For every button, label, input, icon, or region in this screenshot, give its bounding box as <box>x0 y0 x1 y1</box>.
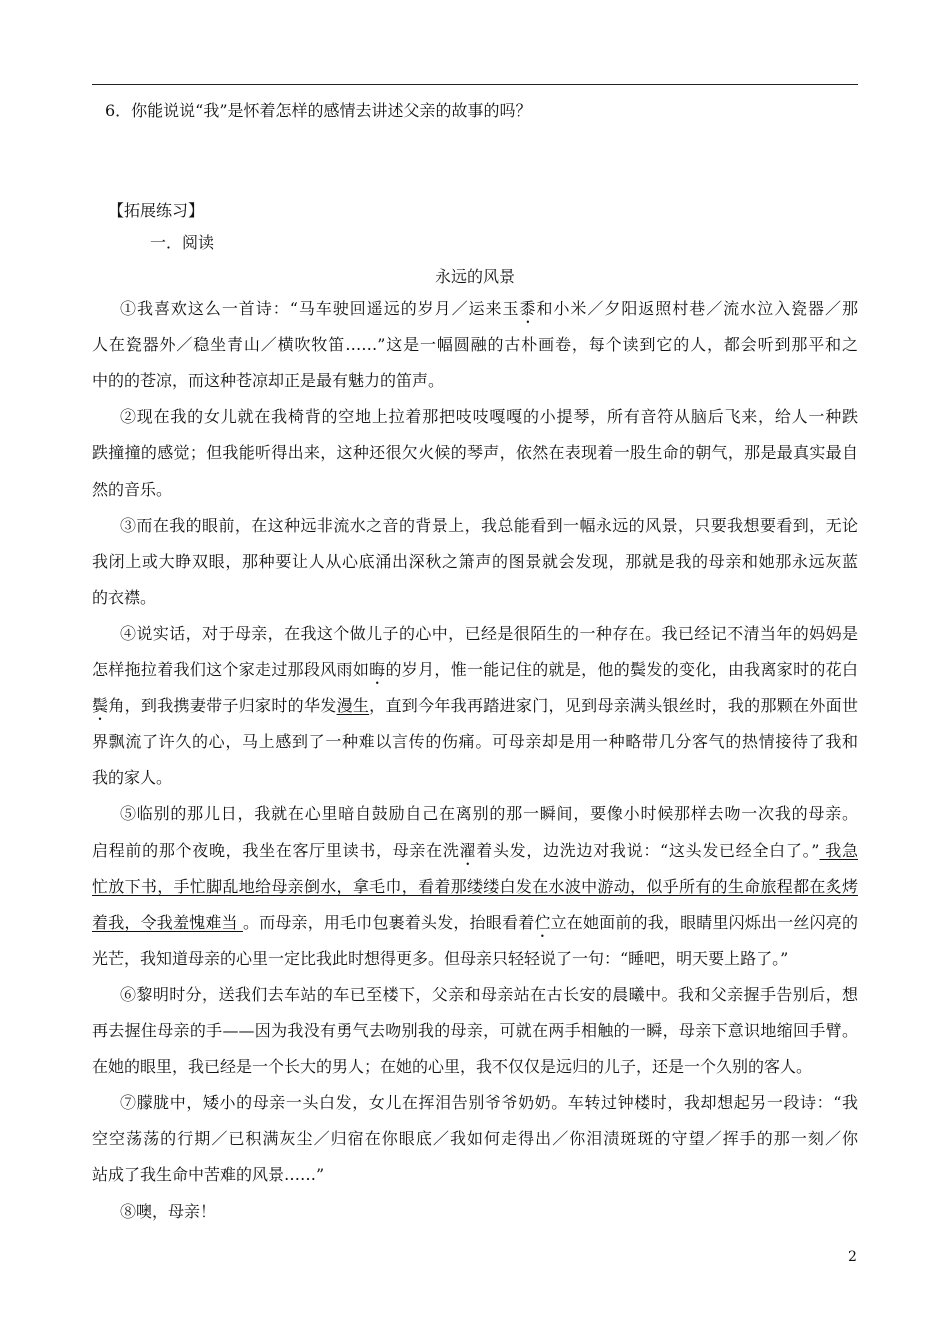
text-segment: 光芒，我知道母亲的心里一定比我此时想得更多。但母亲只轻轻说了一句：“睡吧，明天要上路了。” <box>92 949 789 968</box>
section-heading: 【拓展练习】 <box>108 201 205 220</box>
text-segment: ⑤临别的那儿日，我就在心里暗自鼓励自己在离别的那一瞬间，要像小时候那样去吻一次我的母亲。 <box>120 804 858 823</box>
reading-subheading: 一．阅读 <box>150 233 215 252</box>
text-segment: 。而母亲，用毛巾包裹着头发，抬眼看着 <box>242 913 535 932</box>
text-segment: ⑧噢，母亲！ <box>120 1202 217 1221</box>
article-line <box>120 1202 216 1222</box>
article-line <box>92 768 172 788</box>
article-line <box>92 443 858 463</box>
text-segment: ①我喜欢这么一首诗：“马车驶回遥远的岁月／运来玉 <box>120 299 520 318</box>
underlined-text: 漫生 <box>336 696 370 715</box>
text-segment: 站成了我生命中苦难的风景……” <box>92 1165 325 1184</box>
text-segment: ⑦朦胧中，矮小的母亲一头白发，女儿在挥泪告别爷爷奶奶。车转过钟楼时，我却想起另一段诗：“我 <box>120 1093 858 1112</box>
article-line <box>120 299 858 327</box>
article-line <box>92 841 858 869</box>
text-segment: 的岁月，惟一能记住的就是，他的鬓发的变化，由我离家时的花白 <box>385 660 858 679</box>
article-line <box>120 985 858 1005</box>
article-line <box>92 1165 324 1185</box>
text-segment: 空空荡荡的行期／已积满灰尘／归宿在你眼底／我如何走得出／你泪渍斑斑的守望／挥手的那一刻／你 <box>92 1129 858 1148</box>
text-segment: 再去握住母亲的手——因为我没有勇气去吻别我的母亲，可就在两手相触的一瞬，母亲下意识地缩回手臂。 <box>92 1021 858 1040</box>
text-segment: 中的的苍凉，而这种苍凉却正是最有魅力的笛声。 <box>92 371 445 390</box>
text-segment: 我闭上或大睁双眼，那种要让人从心底涌出深秋之箫声的图景就会发现，那就是我的母亲和她那永远灰蓝 <box>92 552 858 571</box>
article-line <box>92 1057 812 1077</box>
text-segment: 着头发，边洗边对我说：“这头发已经全白了。” <box>476 841 820 860</box>
underlined-text: 着我，令我羞愧难当 <box>92 913 243 932</box>
article-line <box>120 624 858 644</box>
article-line <box>92 877 858 897</box>
dotted-character: 晦 <box>369 660 386 679</box>
text-segment: ③而在我的眼前，在这种远非流水之音的背景上，我总能看到一幅永远的风景，只要我想要看到，无论 <box>120 516 858 535</box>
text-segment: ，直到今年我再踏进家门，见到母亲满头银丝时，我的那颗在外面世 <box>369 696 858 715</box>
article-line <box>92 949 788 969</box>
text-segment: 在她的眼里，我已经是一个长大的男人；在她的心里，我不仅仅是远归的儿子，还是一个久别的客人。 <box>92 1057 813 1076</box>
text-segment: 怎样拖拉着我们这个家走过那段风雨如 <box>92 660 370 679</box>
article-line <box>120 804 858 824</box>
article-title: 永远的风景 <box>434 267 515 286</box>
dotted-character: 黍 <box>519 299 537 318</box>
text-segment: 立在她面前的我，眼睛里闪烁出一丝闪亮的 <box>550 913 858 932</box>
dotted-character: 鬓 <box>92 696 109 715</box>
header-rule <box>92 84 858 85</box>
question-6: 6．你能说说“我”是怀着怎样的感情去讲述父亲的故事的吗？ <box>105 101 532 120</box>
text-segment: 启程前的那个夜晚，我坐在客厅里读书，母亲在洗 <box>92 841 460 860</box>
underlined-text: 我急 <box>819 841 858 860</box>
text-segment: 我的家人。 <box>92 768 173 787</box>
underlined-text: 忙放下书，手忙脚乱地给母亲倒水，拿毛巾，看着那缕缕白发在水波中游动，似乎所有的生命旅程都在炙烤 <box>92 877 858 896</box>
text-segment: 的衣襟。 <box>92 588 157 607</box>
article-line <box>92 1021 858 1041</box>
article-line <box>92 335 858 355</box>
text-segment: 跌撞撞的感觉；但我能听得出来，这种还很欠火候的琴声，依然在表现着一股生命的朝气，那是最真实最自 <box>92 443 858 462</box>
article-line <box>92 913 858 941</box>
page-number: 2 <box>848 1249 857 1265</box>
text-segment: 和小米／夕阳返照村巷／流水泣入瓷器／那 <box>536 299 858 318</box>
text-segment: 人在瓷器外／稳坐青山／横吹牧笛……”这是一幅圆融的古朴画卷，每个读到它的人，都会听到那平和之 <box>92 335 858 354</box>
text-segment: 角，到我携妻带子归家时的华发 <box>108 696 337 715</box>
dotted-character: 濯 <box>459 841 477 860</box>
text-segment: 然的音乐。 <box>92 480 173 499</box>
article-line <box>92 371 444 391</box>
article-line <box>92 588 156 608</box>
text-segment: 界飘流了许久的心，马上感到了一种难以言传的伤痛。可母亲却是用一种略带几分客气的热情接待了我和 <box>92 732 858 751</box>
article-line <box>92 732 858 752</box>
article-line <box>120 407 858 427</box>
text-segment: ④说实话，对于母亲，在我这个做儿子的心中，已经是很陌生的一种存在。我已经记不清当年的妈妈是 <box>120 624 858 643</box>
article-line <box>120 1093 858 1113</box>
article-line <box>92 552 858 572</box>
article-line <box>92 660 858 688</box>
article-line <box>120 516 858 536</box>
article-line <box>92 1129 858 1149</box>
text-segment: ②现在我的女儿就在我椅背的空地上拉着那把吱吱嘎嘎的小提琴，所有音符从脑后飞来，给人一种跌 <box>120 407 858 426</box>
text-segment: ⑥黎明时分，送我们去车站的车已至楼下，父亲和母亲站在古长安的晨曦中。我和父亲握手告别后，想 <box>120 985 858 1004</box>
dotted-character: 伫 <box>534 913 551 932</box>
article-line <box>92 480 172 500</box>
article-line <box>92 696 858 724</box>
